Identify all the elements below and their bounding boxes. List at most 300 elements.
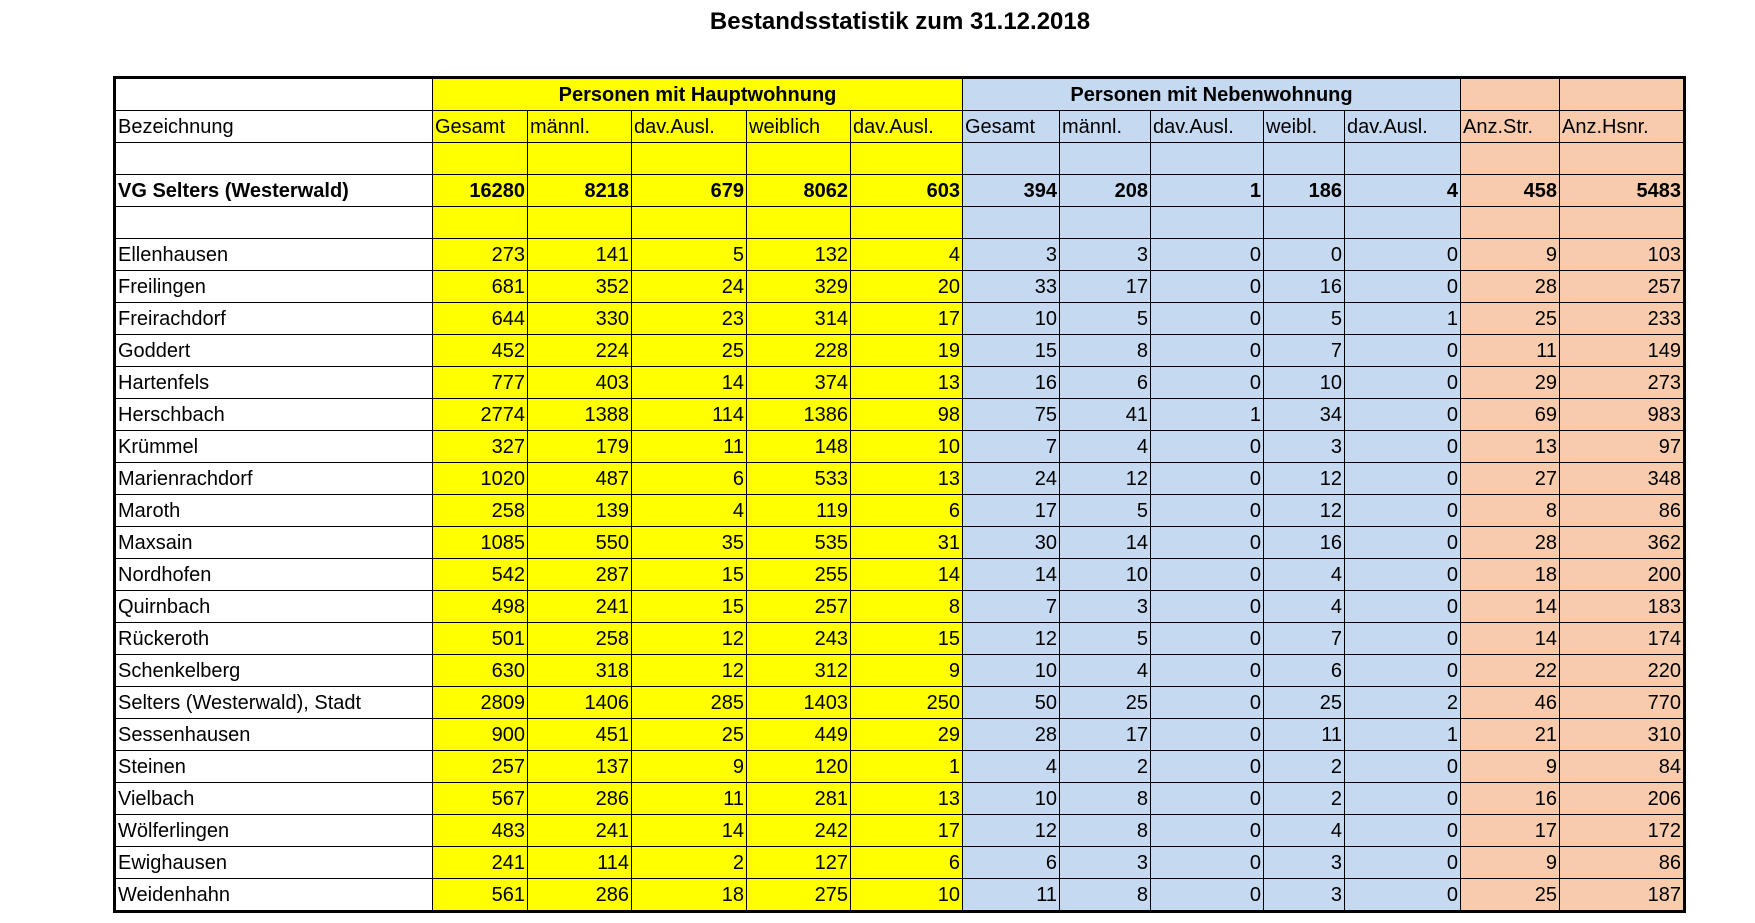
table-cell: 25 <box>1461 879 1560 912</box>
table-cell: 46 <box>1461 687 1560 719</box>
table-cell: 900 <box>433 719 528 751</box>
table-cell: 0 <box>1151 367 1264 399</box>
blank-cell <box>1560 143 1685 175</box>
table-cell: 10 <box>963 655 1060 687</box>
table-cell: 0 <box>1151 239 1264 271</box>
municipality-name: Sessenhausen <box>115 719 433 751</box>
total-value: 603 <box>851 175 963 207</box>
table-cell: 0 <box>1345 527 1461 559</box>
total-row <box>115 175 1685 207</box>
municipality-name: Ewighausen <box>115 847 433 879</box>
table-row <box>115 303 1685 335</box>
table-cell: 0 <box>1151 879 1264 912</box>
table-row <box>115 847 1685 879</box>
table-cell: 0 <box>1151 271 1264 303</box>
municipality-name: Maxsain <box>115 527 433 559</box>
table-cell: 187 <box>1560 879 1685 912</box>
table-cell: 452 <box>433 335 528 367</box>
table-cell: 362 <box>1560 527 1685 559</box>
table-cell: 6 <box>1264 655 1345 687</box>
table-cell: 97 <box>1560 431 1685 463</box>
table-cell: 1388 <box>528 399 632 431</box>
table-cell: 18 <box>1461 559 1560 591</box>
table-cell: 0 <box>1345 559 1461 591</box>
municipality-name: Ellenhausen <box>115 239 433 271</box>
table-cell: 330 <box>528 303 632 335</box>
table-cell: 28 <box>963 719 1060 751</box>
blank-cell <box>433 143 528 175</box>
total-name: VG Selters (Westerwald) <box>115 175 433 207</box>
table-cell: 770 <box>1560 687 1685 719</box>
table-cell: 286 <box>528 783 632 815</box>
table-cell: 0 <box>1345 655 1461 687</box>
blank-cell <box>1461 78 1560 111</box>
table-cell: 10 <box>1264 367 1345 399</box>
table-cell: 8 <box>1060 879 1151 912</box>
table-cell: 0 <box>1264 239 1345 271</box>
table-cell: 7 <box>1264 335 1345 367</box>
municipality-name: Selters (Westerwald), Stadt <box>115 687 433 719</box>
spacer-row <box>115 207 1685 239</box>
table-cell: 9 <box>632 751 747 783</box>
table-cell: 9 <box>1461 239 1560 271</box>
blank-cell <box>747 143 851 175</box>
table-cell: 17 <box>851 303 963 335</box>
table-cell: 0 <box>1151 559 1264 591</box>
table-cell: 7 <box>1264 623 1345 655</box>
table-cell: 312 <box>747 655 851 687</box>
table-cell: 13 <box>1461 431 1560 463</box>
blank-cell <box>1151 207 1264 239</box>
column-header: Anz.Hsnr. <box>1560 111 1685 143</box>
municipality-name: Freirachdorf <box>115 303 433 335</box>
table-cell: 25 <box>1461 303 1560 335</box>
table-cell: 451 <box>528 719 632 751</box>
table-cell: 17 <box>1060 271 1151 303</box>
table-cell: 0 <box>1345 495 1461 527</box>
municipality-name: Rückeroth <box>115 623 433 655</box>
table-cell: 0 <box>1345 367 1461 399</box>
table-cell: 12 <box>1264 495 1345 527</box>
table-cell: 50 <box>963 687 1060 719</box>
table-cell: 17 <box>851 815 963 847</box>
table-cell: 14 <box>1060 527 1151 559</box>
table-cell: 220 <box>1560 655 1685 687</box>
table-cell: 255 <box>747 559 851 591</box>
table-cell: 139 <box>528 495 632 527</box>
table-cell: 11 <box>963 879 1060 912</box>
blank-cell <box>528 143 632 175</box>
table-cell: 352 <box>528 271 632 303</box>
table-cell: 16 <box>1264 527 1345 559</box>
table-cell: 6 <box>1060 367 1151 399</box>
table-cell: 15 <box>963 335 1060 367</box>
table-row <box>115 367 1685 399</box>
table-row <box>115 463 1685 495</box>
column-header: männl. <box>528 111 632 143</box>
blank-cell <box>851 207 963 239</box>
table-cell: 6 <box>851 847 963 879</box>
column-header: männl. <box>1060 111 1151 143</box>
table-cell: 258 <box>528 623 632 655</box>
table-cell: 250 <box>851 687 963 719</box>
table-cell: 681 <box>433 271 528 303</box>
table-cell: 10 <box>1060 559 1151 591</box>
table-cell: 148 <box>747 431 851 463</box>
table-cell: 25 <box>632 719 747 751</box>
table-cell: 0 <box>1151 431 1264 463</box>
table-cell: 8 <box>1461 495 1560 527</box>
column-header: weibl. <box>1264 111 1345 143</box>
municipality-name: Herschbach <box>115 399 433 431</box>
table-cell: 10 <box>963 783 1060 815</box>
table-cell: 34 <box>1264 399 1345 431</box>
table-cell: 2774 <box>433 399 528 431</box>
table-cell: 0 <box>1151 815 1264 847</box>
total-value: 186 <box>1264 175 1345 207</box>
table-cell: 84 <box>1560 751 1685 783</box>
table-cell: 172 <box>1560 815 1685 847</box>
total-value: 458 <box>1461 175 1560 207</box>
table-cell: 24 <box>632 271 747 303</box>
table-cell: 550 <box>528 527 632 559</box>
table-cell: 11 <box>632 431 747 463</box>
table-cell: 141 <box>528 239 632 271</box>
table-cell: 483 <box>433 815 528 847</box>
table-cell: 0 <box>1151 495 1264 527</box>
column-header-row <box>115 111 1685 143</box>
table-cell: 241 <box>433 847 528 879</box>
column-header: Bezeichnung <box>115 111 433 143</box>
table-cell: 233 <box>1560 303 1685 335</box>
table-cell: 0 <box>1345 591 1461 623</box>
total-value: 16280 <box>433 175 528 207</box>
table-cell: 242 <box>747 815 851 847</box>
blank-cell <box>115 78 433 111</box>
group-header-nebenwohnung: Personen mit Nebenwohnung <box>963 78 1461 111</box>
table-cell: 7 <box>963 591 1060 623</box>
municipality-name: Steinen <box>115 751 433 783</box>
column-header: Gesamt <box>433 111 528 143</box>
table-cell: 17 <box>1060 719 1151 751</box>
table-cell: 0 <box>1151 783 1264 815</box>
total-value: 1 <box>1151 175 1264 207</box>
table-cell: 327 <box>433 431 528 463</box>
table-cell: 241 <box>528 591 632 623</box>
table-cell: 15 <box>851 623 963 655</box>
table-cell: 285 <box>632 687 747 719</box>
table-cell: 132 <box>747 239 851 271</box>
table-cell: 20 <box>851 271 963 303</box>
table-cell: 3 <box>1060 591 1151 623</box>
table-row <box>115 591 1685 623</box>
blank-cell <box>747 207 851 239</box>
table-cell: 258 <box>433 495 528 527</box>
municipality-name: Krümmel <box>115 431 433 463</box>
total-value: 4 <box>1345 175 1461 207</box>
table-cell: 0 <box>1345 623 1461 655</box>
table-cell: 273 <box>1560 367 1685 399</box>
table-row <box>115 783 1685 815</box>
table-cell: 8 <box>851 591 963 623</box>
table-cell: 5 <box>1060 495 1151 527</box>
page-title: Bestandsstatistik zum 31.12.2018 <box>709 8 1091 35</box>
total-value: 208 <box>1060 175 1151 207</box>
table-cell: 630 <box>433 655 528 687</box>
table-cell: 1403 <box>747 687 851 719</box>
blank-cell <box>1461 143 1560 175</box>
blank-cell <box>1461 207 1560 239</box>
blank-cell <box>1060 207 1151 239</box>
table-cell: 6 <box>963 847 1060 879</box>
table-cell: 119 <box>747 495 851 527</box>
table-cell: 10 <box>851 431 963 463</box>
table-cell: 498 <box>433 591 528 623</box>
blank-cell <box>963 207 1060 239</box>
table-cell: 8 <box>1060 335 1151 367</box>
table-cell: 18 <box>632 879 747 912</box>
table-cell: 0 <box>1151 303 1264 335</box>
table-cell: 1 <box>851 751 963 783</box>
table-cell: 86 <box>1560 847 1685 879</box>
column-header: Anz.Str. <box>1461 111 1560 143</box>
table-cell: 0 <box>1345 783 1461 815</box>
table-cell: 24 <box>963 463 1060 495</box>
table-cell: 31 <box>851 527 963 559</box>
municipality-name: Goddert <box>115 335 433 367</box>
table-cell: 0 <box>1151 751 1264 783</box>
table-row <box>115 687 1685 719</box>
table-cell: 0 <box>1345 815 1461 847</box>
column-header: Gesamt <box>963 111 1060 143</box>
table-cell: 0 <box>1345 463 1461 495</box>
table-cell: 533 <box>747 463 851 495</box>
table-cell: 13 <box>851 783 963 815</box>
table-cell: 149 <box>1560 335 1685 367</box>
table-cell: 27 <box>1461 463 1560 495</box>
table-cell: 0 <box>1151 623 1264 655</box>
table-cell: 2 <box>1264 783 1345 815</box>
blank-cell <box>1151 143 1264 175</box>
table-cell: 487 <box>528 463 632 495</box>
table-row <box>115 495 1685 527</box>
blank-cell <box>632 143 747 175</box>
table-cell: 179 <box>528 431 632 463</box>
table-cell: 374 <box>747 367 851 399</box>
blank-cell <box>115 207 433 239</box>
table-cell: 0 <box>1151 847 1264 879</box>
table-cell: 17 <box>963 495 1060 527</box>
table-cell: 241 <box>528 815 632 847</box>
table-cell: 8 <box>1060 783 1151 815</box>
blank-cell <box>963 143 1060 175</box>
table-cell: 403 <box>528 367 632 399</box>
table-cell: 21 <box>1461 719 1560 751</box>
table-cell: 5 <box>1264 303 1345 335</box>
table-cell: 2 <box>632 847 747 879</box>
table-cell: 0 <box>1345 847 1461 879</box>
table-cell: 0 <box>1345 271 1461 303</box>
table-cell: 14 <box>632 815 747 847</box>
table-cell: 1 <box>1151 399 1264 431</box>
table-cell: 17 <box>1461 815 1560 847</box>
blank-cell <box>528 207 632 239</box>
table-cell: 75 <box>963 399 1060 431</box>
table-cell: 224 <box>528 335 632 367</box>
table-cell: 114 <box>528 847 632 879</box>
table-cell: 2 <box>1345 687 1461 719</box>
table-cell: 28 <box>1461 271 1560 303</box>
table-cell: 8 <box>1060 815 1151 847</box>
column-header: dav.Ausl. <box>1345 111 1461 143</box>
municipality-name: Vielbach <box>115 783 433 815</box>
table-cell: 15 <box>632 591 747 623</box>
table-row <box>115 239 1685 271</box>
table-cell: 0 <box>1345 879 1461 912</box>
table-cell: 501 <box>433 623 528 655</box>
table-cell: 206 <box>1560 783 1685 815</box>
table-cell: 9 <box>1461 751 1560 783</box>
table-cell: 310 <box>1560 719 1685 751</box>
municipality-name: Quirnbach <box>115 591 433 623</box>
blank-cell <box>1560 78 1685 111</box>
table-row <box>115 431 1685 463</box>
table-cell: 5 <box>1060 623 1151 655</box>
municipality-name: Wölferlingen <box>115 815 433 847</box>
table-cell: 2 <box>1060 751 1151 783</box>
table-cell: 16 <box>1461 783 1560 815</box>
total-value: 394 <box>963 175 1060 207</box>
table-cell: 273 <box>433 239 528 271</box>
table-row <box>115 655 1685 687</box>
table-row <box>115 623 1685 655</box>
table-cell: 11 <box>1461 335 1560 367</box>
table-cell: 281 <box>747 783 851 815</box>
table-cell: 0 <box>1151 335 1264 367</box>
table-cell: 28 <box>1461 527 1560 559</box>
municipality-name: Maroth <box>115 495 433 527</box>
table-cell: 103 <box>1560 239 1685 271</box>
table-cell: 22 <box>1461 655 1560 687</box>
municipality-name: Schenkelberg <box>115 655 433 687</box>
blank-cell <box>433 207 528 239</box>
table-cell: 86 <box>1560 495 1685 527</box>
table-cell: 3 <box>1060 239 1151 271</box>
municipality-name: Weidenhahn <box>115 879 433 912</box>
table-cell: 174 <box>1560 623 1685 655</box>
table-cell: 4 <box>1264 559 1345 591</box>
table-cell: 2 <box>1264 751 1345 783</box>
total-value: 8062 <box>747 175 851 207</box>
table-cell: 12 <box>1264 463 1345 495</box>
table-cell: 0 <box>1151 527 1264 559</box>
table-cell: 9 <box>1461 847 1560 879</box>
column-header: dav.Ausl. <box>1151 111 1264 143</box>
table-cell: 14 <box>1461 623 1560 655</box>
table-cell: 29 <box>851 719 963 751</box>
table-cell: 25 <box>632 335 747 367</box>
table-cell: 4 <box>1060 655 1151 687</box>
table-cell: 4 <box>632 495 747 527</box>
table-cell: 4 <box>1264 591 1345 623</box>
table-cell: 257 <box>433 751 528 783</box>
table-cell: 25 <box>1264 687 1345 719</box>
table-cell: 3 <box>1264 431 1345 463</box>
table-cell: 0 <box>1151 719 1264 751</box>
group-header-hauptwohnung: Personen mit Hauptwohnung <box>433 78 963 111</box>
table-cell: 2809 <box>433 687 528 719</box>
table-cell: 3 <box>963 239 1060 271</box>
column-header: dav.Ausl. <box>632 111 747 143</box>
table-cell: 644 <box>433 303 528 335</box>
table-cell: 200 <box>1560 559 1685 591</box>
table-cell: 1020 <box>433 463 528 495</box>
table-cell: 0 <box>1345 239 1461 271</box>
table-cell: 561 <box>433 879 528 912</box>
table-cell: 12 <box>963 623 1060 655</box>
table-cell: 257 <box>1560 271 1685 303</box>
table-cell: 13 <box>851 367 963 399</box>
table-cell: 1 <box>1345 719 1461 751</box>
table-cell: 1 <box>1345 303 1461 335</box>
table-cell: 11 <box>1264 719 1345 751</box>
group-header-row <box>115 78 1685 111</box>
column-header: dav.Ausl. <box>851 111 963 143</box>
table-row <box>115 879 1685 912</box>
table-cell: 33 <box>963 271 1060 303</box>
table-cell: 14 <box>1461 591 1560 623</box>
table-cell: 16 <box>963 367 1060 399</box>
table-cell: 11 <box>632 783 747 815</box>
table-cell: 0 <box>1345 335 1461 367</box>
table-cell: 983 <box>1560 399 1685 431</box>
table-row <box>115 815 1685 847</box>
table-cell: 35 <box>632 527 747 559</box>
table-cell: 318 <box>528 655 632 687</box>
municipality-name: Freilingen <box>115 271 433 303</box>
table-cell: 6 <box>851 495 963 527</box>
table-cell: 120 <box>747 751 851 783</box>
table-cell: 0 <box>1151 463 1264 495</box>
table-cell: 348 <box>1560 463 1685 495</box>
blank-cell <box>1264 207 1345 239</box>
table-cell: 243 <box>747 623 851 655</box>
table-cell: 19 <box>851 335 963 367</box>
table-cell: 12 <box>1060 463 1151 495</box>
table-cell: 14 <box>851 559 963 591</box>
table-cell: 4 <box>851 239 963 271</box>
spacer-row <box>115 143 1685 175</box>
table-cell: 69 <box>1461 399 1560 431</box>
table-cell: 9 <box>851 655 963 687</box>
table-row <box>115 527 1685 559</box>
blank-cell <box>1264 143 1345 175</box>
table-cell: 4 <box>1060 431 1151 463</box>
statistics-table <box>113 76 1686 913</box>
table-cell: 23 <box>632 303 747 335</box>
table-cell: 3 <box>1264 847 1345 879</box>
table-cell: 98 <box>851 399 963 431</box>
table-cell: 0 <box>1151 655 1264 687</box>
table-row <box>115 335 1685 367</box>
table-cell: 12 <box>632 655 747 687</box>
table-cell: 1386 <box>747 399 851 431</box>
blank-cell <box>1345 143 1461 175</box>
table-cell: 4 <box>963 751 1060 783</box>
table-cell: 14 <box>963 559 1060 591</box>
table-cell: 16 <box>1264 271 1345 303</box>
table-cell: 0 <box>1345 751 1461 783</box>
